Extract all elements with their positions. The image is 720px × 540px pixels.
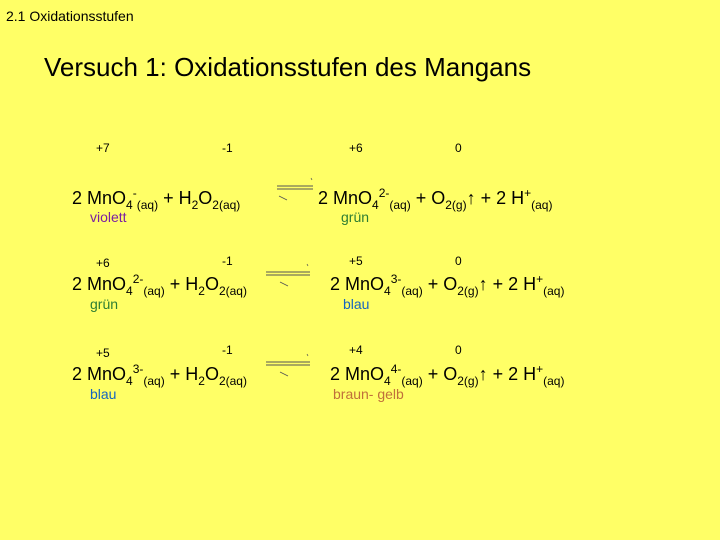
product-side: 2 $MnO_4^{2-}_{(aq)} + O_{2(g)}↑ + 2$ $H^+_{(aq)}$ <box>318 186 553 212</box>
ox-state-mn-left: +5 <box>96 346 110 360</box>
color-label-right: blau <box>343 296 370 312</box>
ox-state-o2: 0 <box>455 254 462 268</box>
reaction-arrow-icon <box>264 262 314 292</box>
ox-state-mn-right: +4 <box>349 343 363 357</box>
product-side: 2 $MnO_4^{4-}_{(aq)} + O_{2(g)}↑ + 2$ $H^+_{(aq)}$ <box>330 362 565 388</box>
product-side: 2 $MnO_4^{3-}_{(aq)} + O_{2(g)}↑ + 2$ $H^+_{(aq)}$ <box>330 272 565 298</box>
color-label-left: grün <box>90 296 119 312</box>
color-label-left: blau <box>90 386 117 402</box>
ox-state-h2o2: -1 <box>222 141 233 155</box>
page-title: Versuch 1: Oxidationsstufen des Mangans <box>44 52 532 82</box>
reactant-side: 2 $MnO_4^{2-}_{(aq)} + H_2O_{2(aq)}$ <box>72 272 247 298</box>
ox-state-mn-left: +6 <box>96 256 110 270</box>
ox-state-h2o2: -1 <box>222 343 233 357</box>
ox-state-o2: 0 <box>455 141 462 155</box>
color-label-right: grün <box>341 209 370 225</box>
ox-state-h2o2: -1 <box>222 254 233 268</box>
ox-state-mn-left: +7 <box>96 141 110 155</box>
breadcrumb: 2.1 Oxidationsstufen <box>6 8 134 24</box>
color-label-left: violett <box>90 209 127 225</box>
color-label-right: braun- gelb <box>333 386 404 402</box>
reactant-side: 2 $MnO_4^-_{(aq)} + H_2O_{2(aq)}$ <box>72 186 241 212</box>
ox-state-mn-right: +5 <box>349 254 363 268</box>
reaction-arrow-icon <box>275 176 317 206</box>
reactant-side: 2 $MnO_4^{3-}_{(aq)} + H_2O_{2(aq)}$ <box>72 362 247 388</box>
reaction-arrow-icon <box>264 352 314 382</box>
ox-state-o2: 0 <box>455 343 462 357</box>
ox-state-mn-right: +6 <box>349 141 363 155</box>
